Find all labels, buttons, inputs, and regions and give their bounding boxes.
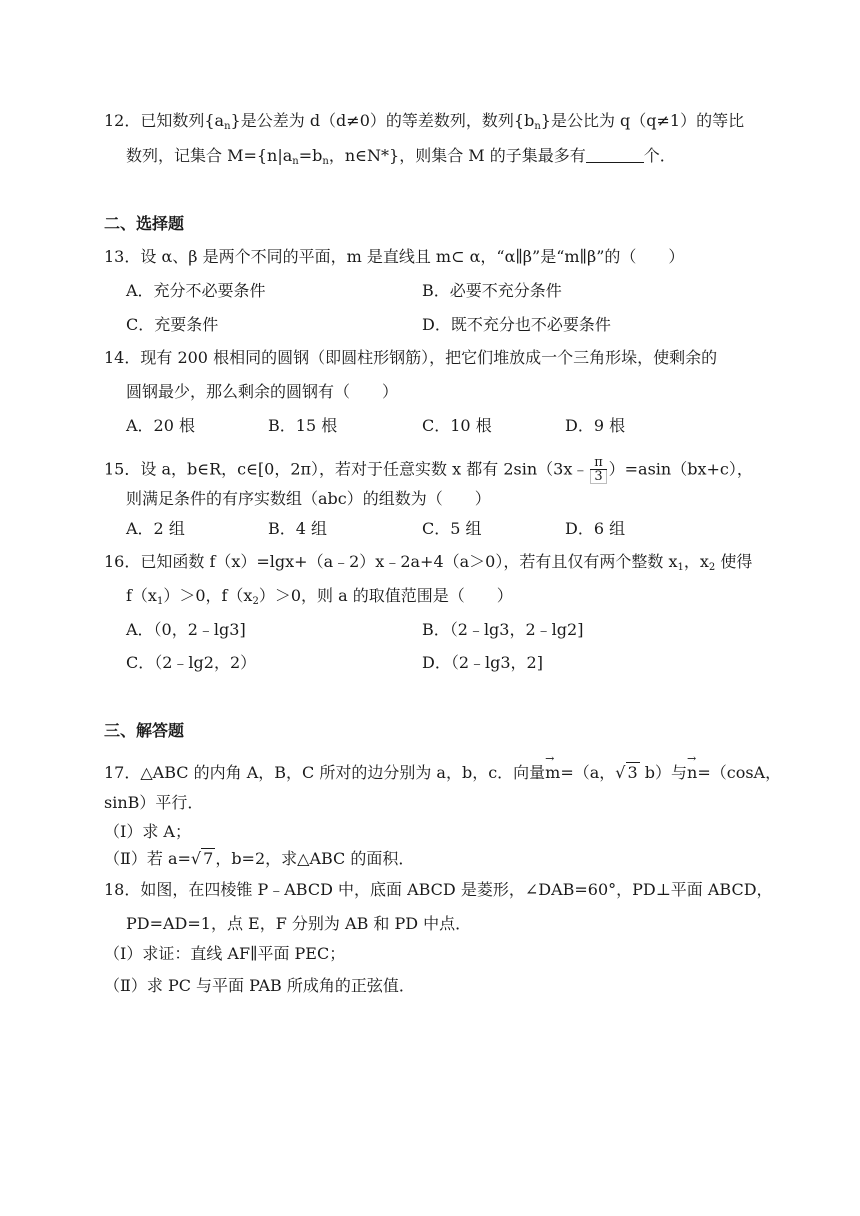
sqrt-3: √ 3 — [615, 763, 638, 782]
q15-option-d: D．6 组 — [565, 519, 626, 538]
q14-option-d: D．9 根 — [565, 416, 626, 435]
q17-stem-line-1: 17．△ABC 的内角 A，B，C 所对的边分别为 a，b，c．向量 → m=（a，√ 3 b）与 → n=（cosA， — [104, 752, 782, 782]
section-heading-answer: 三、解答题 — [104, 721, 185, 740]
q15-option-c: C．5 组 — [422, 519, 482, 538]
q18-part-2: （Ⅱ）求 PC 与平面 PAB 所成角的正弦值． — [104, 976, 415, 995]
q17-stem-line-2: sinB）平行． — [104, 793, 204, 812]
q15-option-a: A．2 组 — [126, 519, 185, 538]
answer-blank — [586, 148, 644, 163]
q16-option-b: B．（2﹣lg3，2﹣lg2] — [422, 620, 584, 639]
sqrt-7: √ 7 — [190, 849, 214, 868]
q15-stem-line-1: 15．设 a，b∈R，c∈[0，2π），若对于任意实数 x 都有 2sin（3x﹣ $\frac{\pi}{3}$ ）=asin（bx+c）， — [104, 455, 753, 484]
q13-option-b: B．必要不充分条件 — [422, 281, 562, 300]
q16-option-a: A．（0，2﹣lg3] — [126, 620, 246, 639]
q14-option-a: A．20 根 — [126, 416, 196, 435]
q14-stem-line-2: 圆钢最少，那么剩余的圆钢有（ ） — [126, 382, 399, 401]
q14-stem-line-1: 14．现有 200 根相同的圆钢（即圆柱形钢筋），把它们堆放成一个三角形垛，使剩余的 — [104, 348, 718, 367]
vector-n: → n — [687, 752, 698, 782]
q18-stem-line-1: 18．如图，在四棱锥 P﹣ABCD 中，底面 ABCD 是菱形，∠DAB=60°，PD⊥平面 ABCD， — [104, 880, 773, 899]
section-heading-choice: 二、选择题 — [104, 214, 185, 233]
q15-option-b: B．4 组 — [268, 519, 328, 538]
q13-option-c: C．充要条件 — [126, 315, 219, 334]
q16-option-c: C．（2﹣lg2，2） — [126, 653, 257, 672]
q18-stem-line-2: PD=AD=1，点 E，F 分别为 AB 和 PD 中点． — [126, 914, 472, 933]
q14-option-c: C．10 根 — [422, 416, 492, 435]
q14-option-b: B．15 根 — [268, 416, 338, 435]
q18-part-1: （Ⅰ）求证：直线 AF∥平面 PEC； — [104, 944, 346, 963]
q17-part-2: （Ⅱ）若 a=√ 7 ，b=2，求△ABC 的面积． — [104, 849, 415, 868]
pi-over-3-fraction: $\frac{\pi}{3}$ — [590, 456, 606, 484]
q16-stem-line-2: $f(x_1)>0$，$f(x_2)>0$，则 a 的取值范围是（ ） — [126, 586, 513, 607]
q13-stem: 13．设 α、β 是两个不同的平面，m 是直线且 m⊂ α，“α∥β”是“m∥β”的（ ） — [104, 247, 685, 266]
q12-line-2: 数列，记集合 $M=\{n|a_n=b_n$，n∈N*}，则集合 M 的子集最多有 个． — [126, 146, 676, 167]
q16-option-d: D．（2﹣lg3，2] — [422, 653, 543, 672]
q16-stem-line-1: 16．已知函数 f（x）=lgx+（a﹣2）x﹣2a+4（a＞0），若有且仅有两个整数 $x_1$，$x_2$ 使得 — [104, 552, 753, 573]
vector-m: → m — [545, 752, 561, 782]
q13-option-d: D．既不充分也不必要条件 — [422, 315, 611, 334]
q12-line-1: 12．已知数列$\{a_n\}$是公差为 d（d≠0）的等差数列，数列$\{b_n\}$是公比为 q（q≠1）的等比 — [104, 111, 745, 132]
q13-option-a: A．充分不必要条件 — [126, 281, 266, 300]
q15-stem-line-2: 则满足条件的有序实数组（abc）的组数为（ ） — [126, 489, 491, 508]
q17-part-1: （Ⅰ）求 A； — [104, 822, 191, 841]
